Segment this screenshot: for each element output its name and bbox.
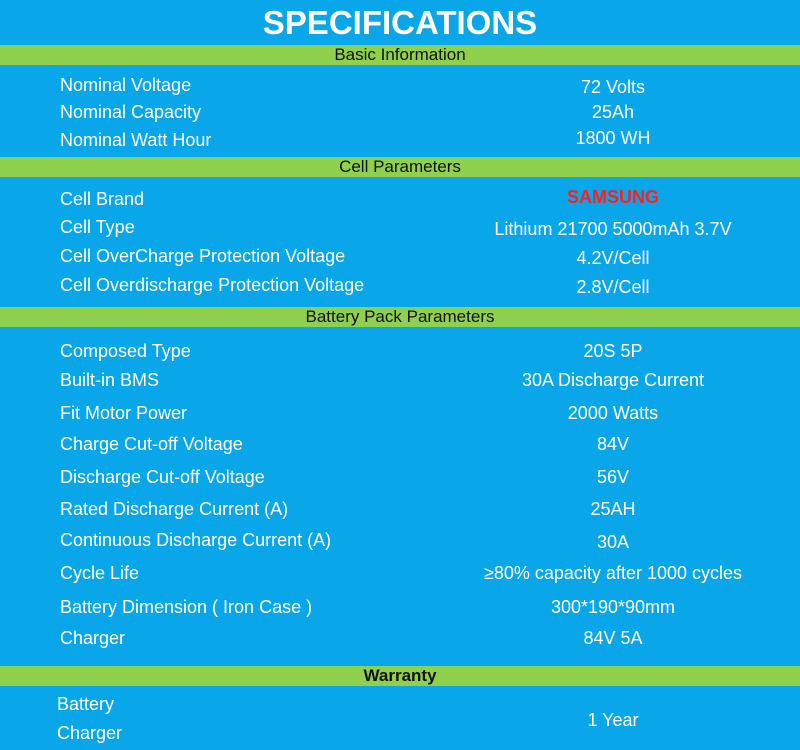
spec-value-nominal-capacity: 25Ah — [591, 102, 635, 122]
spec-label-cell-overcharge-voltage: Cell OverCharge Protection Voltage — [60, 246, 346, 266]
section-header-cell-parameters: Cell Parameters — [0, 157, 800, 177]
spec-value-nominal-voltage: 72 Volts — [580, 77, 646, 97]
warranty-label-battery: Battery — [57, 694, 115, 714]
spec-label-fit-motor-power: Fit Motor Power — [60, 403, 188, 423]
spec-label-cell-type: Cell Type — [60, 217, 135, 237]
spec-label-composed-type: Composed Type — [60, 341, 191, 361]
spec-value-battery-dimension: 300*190*90mm — [550, 597, 676, 617]
spec-label-battery-dimension: Battery Dimension ( Iron Case ) — [60, 597, 313, 617]
spec-value-rated-discharge-current: 25AH — [590, 499, 636, 519]
spec-value-charger: 84V 5A — [583, 628, 643, 648]
spec-label-nominal-capacity: Nominal Capacity — [60, 102, 202, 122]
spec-label-cell-brand: Cell Brand — [60, 189, 145, 209]
spec-value-built-in-bms: 30A Discharge Current — [521, 370, 705, 390]
section-header-warranty: Warranty — [0, 666, 800, 686]
spec-value-nominal-watt-hour: 1800 WH — [575, 128, 651, 148]
spec-value-cell-brand: SAMSUNG — [566, 187, 659, 207]
spec-value-cell-overdischarge-voltage: 2.8V/Cell — [576, 277, 650, 297]
spec-value-cell-overcharge-voltage: 4.2V/Cell — [576, 248, 650, 268]
spec-value-charge-cutoff-voltage: 84V — [596, 434, 630, 454]
spec-value-fit-motor-power: 2000 Watts — [567, 403, 659, 423]
section-header-battery-pack-parameters: Battery Pack Parameters — [0, 307, 800, 327]
spec-label-charger: Charger — [60, 628, 126, 648]
spec-label-cell-overdischarge-voltage: Cell Overdischarge Protection Voltage — [60, 275, 365, 295]
spec-label-built-in-bms: Built-in BMS — [60, 370, 160, 390]
spec-label-nominal-watt-hour: Nominal Watt Hour — [60, 130, 212, 150]
warranty-value: 1 Year — [587, 710, 639, 730]
spec-label-rated-discharge-current: Rated Discharge Current (A) — [60, 499, 289, 519]
spec-label-nominal-voltage: Nominal Voltage — [60, 75, 192, 95]
spec-label-discharge-cutoff-voltage: Discharge Cut-off Voltage — [60, 467, 265, 487]
spec-value-cell-type: Lithium 21700 5000mAh 3.7V — [494, 219, 732, 239]
spec-value-composed-type: 20S 5P — [583, 341, 643, 361]
spec-value-discharge-cutoff-voltage: 56V — [596, 467, 630, 487]
spec-label-continuous-discharge-current: Continuous Discharge Current (A) — [60, 530, 332, 550]
page-title: SPECIFICATIONS — [262, 4, 538, 41]
spec-label-charge-cutoff-voltage: Charge Cut-off Voltage — [60, 434, 243, 454]
warranty-label-charger: Charger — [57, 723, 123, 743]
spec-value-cycle-life: ≥80% capacity after 1000 cycles — [483, 563, 742, 583]
spec-label-cycle-life: Cycle Life — [60, 563, 140, 583]
spec-value-continuous-discharge-current: 30A — [596, 532, 630, 552]
section-header-basic-information: Basic Information — [0, 45, 800, 65]
